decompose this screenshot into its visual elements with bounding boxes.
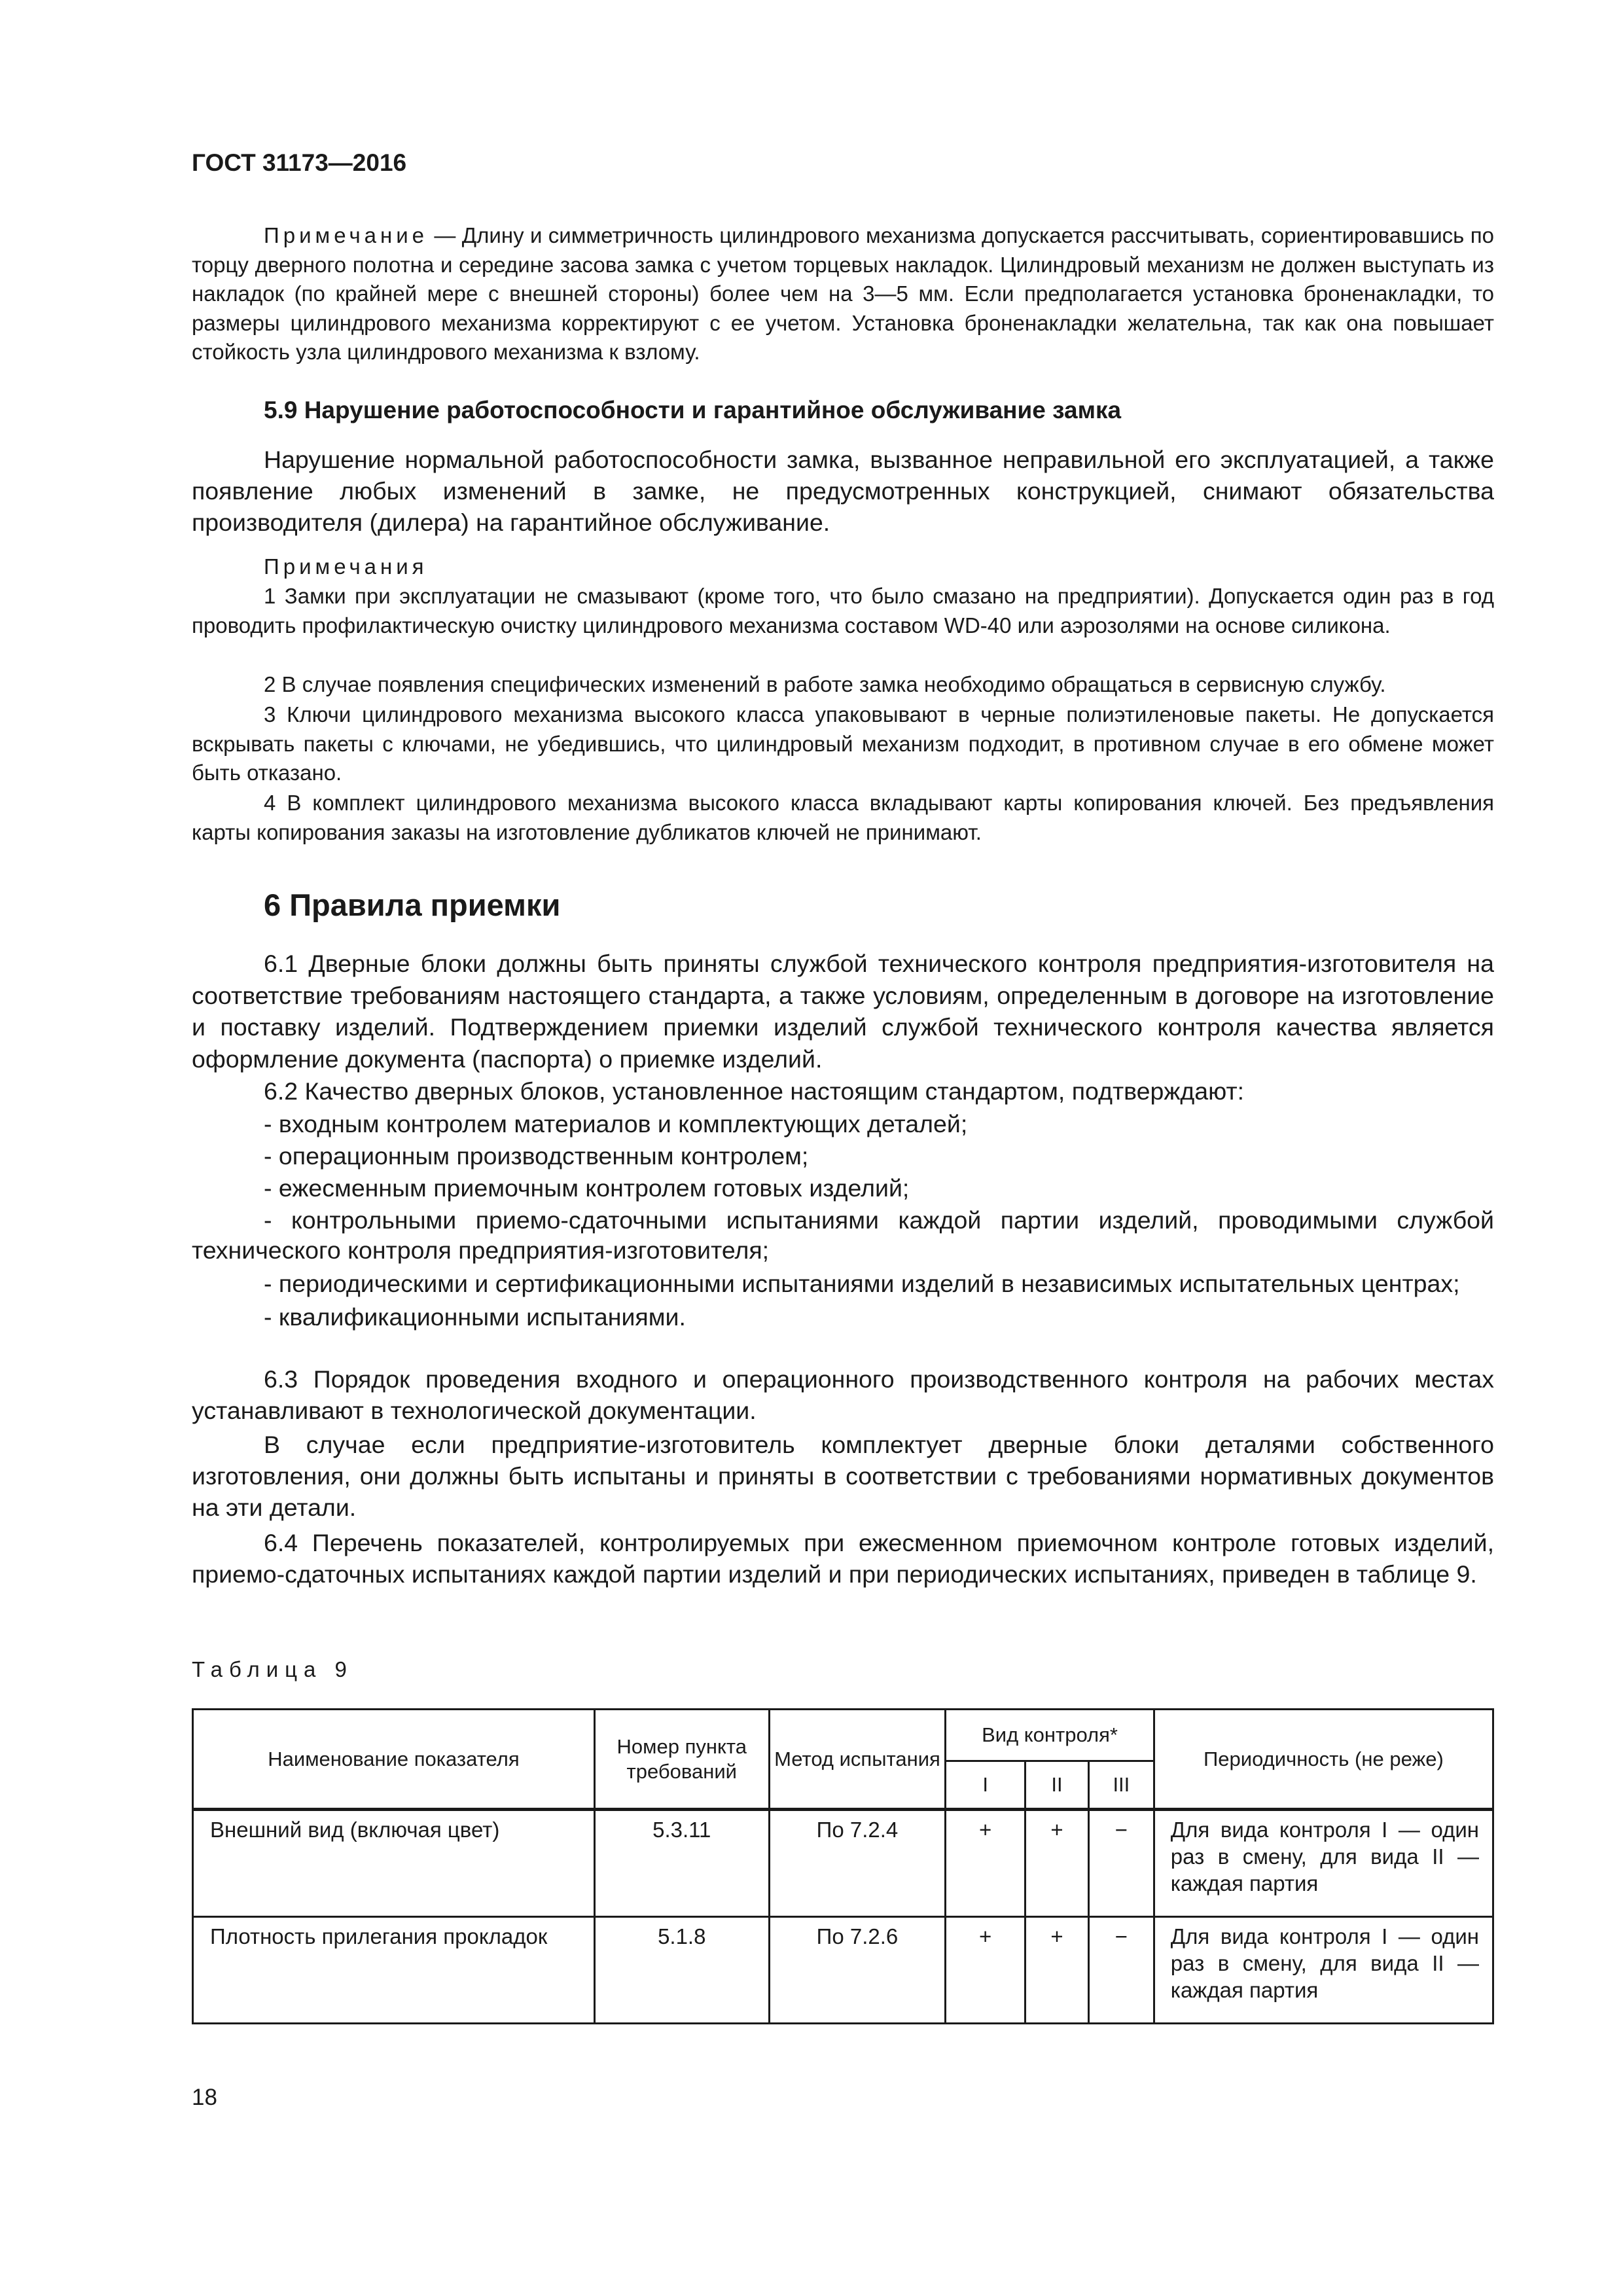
- cell-control-ii: +: [1026, 1917, 1089, 2024]
- header-control-ii: II: [1026, 1761, 1089, 1810]
- table-caption: Таблица 9: [192, 1657, 353, 1681]
- header-requirement: Номер пункта требований: [594, 1710, 769, 1810]
- list-item: - входным контролем материалов и комплектующих деталей;: [264, 1110, 968, 1138]
- cell-periodicity: Для вида контроля I — один раз в смену, для вида II — каждая партия: [1154, 1917, 1493, 2024]
- header-control-type: Вид контроля*: [946, 1710, 1154, 1761]
- paragraph-6-4: 6.4 Перечень показателей, контролируемых при ежесменном приемочном контроле готовых изделий, приемо-сдаточных испытаниях каждой партии изделий и при периодических испытаниях, приведен в таблице 9.: [192, 1529, 1494, 1588]
- page-number: 18: [192, 2085, 217, 2110]
- cell-control-i: +: [946, 1917, 1026, 2024]
- cell-control-ii: +: [1026, 1810, 1089, 1917]
- paragraph-6-1: 6.1 Дверные блоки должны быть приняты службой технического контроля предприятия-изготовителя на соответствие требованиям настоящего стандарта, а также условиям, определенным в договоре на изготовление и поставку изделий. Подтверждением приемки изделий службой технического контроля качества является оформление документа (паспорта) о приемке изделий.: [192, 950, 1494, 1073]
- section-5-9-title: 5.9 Нарушение работоспособности и гарантийное обслуживание замка: [264, 397, 1122, 423]
- note-item: 2 В случае появления специфических изменений в работе замка необходимо обращаться в сервисную службу.: [264, 672, 1386, 696]
- section-6-title: 6 Правила приемки: [264, 888, 561, 922]
- cell-requirement: 5.1.8: [594, 1917, 769, 2024]
- header-control-i: I: [946, 1761, 1026, 1810]
- list-item: - квалификационными испытаниями.: [264, 1303, 686, 1331]
- note-label: Примечание: [264, 223, 429, 247]
- paragraph-6-3: 6.3 Порядок проведения входного и операционного производственного контроля на рабочих местах устанавливают в технологической документации.: [192, 1365, 1494, 1424]
- cell-control-i: +: [946, 1810, 1026, 1917]
- table-row: [193, 1810, 1493, 1917]
- list-item: - ежесменным приемочным контролем готовых изделий;: [264, 1174, 910, 1202]
- control-list: [192, 1109, 1494, 1331]
- note-text: — Длину и симметричность цилиндрового механизма допускается рассчитывать, сориентировавшись по торцу дверного полотна и середине засова замка с учетом торцевых накладок. Цилиндровый механизм не должен выступать из накладок (по крайней мере с внешней стороны) более чем на 3—5 мм. Если предполагается установка броненакладки, то размеры цилиндрового механизма корректируют с ее учетом. Установка броненакладки желательна, так как она повышает стойкость узла цилиндрового механизма к взлому.: [192, 223, 1494, 364]
- cell-control-iii: −: [1088, 1810, 1154, 1917]
- standard-header: ГОСТ 31173—2016: [192, 149, 407, 176]
- notes-label: Примечания: [264, 554, 428, 579]
- header-method: Метод испытания: [769, 1710, 946, 1810]
- list-item: - контрольными приемо-сдаточными испытаниями каждой партии изделий, проводимыми службой технического контроля предприятия-изготовителя;: [192, 1206, 1494, 1264]
- cell-method: По 7.2.6: [769, 1917, 946, 2024]
- header-name: Наименование показателя: [193, 1710, 595, 1810]
- header-control-iii: III: [1088, 1761, 1154, 1810]
- paragraph-6-2: 6.2 Качество дверных блоков, установленное настоящим стандартом, подтверждают:: [264, 1077, 1245, 1105]
- header-periodicity: Периодичность (не реже): [1154, 1710, 1493, 1810]
- cell-method: По 7.2.4: [769, 1810, 946, 1917]
- cell-name: Внешний вид (включая цвет): [193, 1810, 595, 1917]
- cell-requirement: 5.3.11: [594, 1810, 769, 1917]
- note-item: 1 Замки при эксплуатации не смазывают (кроме того, что было смазано на предприятии). Допускается один раз в год проводить профилактическую очистку цилиндрового механизма составом WD-40 или аэрозолями на основе силикона.: [192, 584, 1494, 637]
- paragraph-6-3-b: В случае если предприятие-изготовитель комплектует дверные блоки деталями собственного изготовления, они должны быть испытаны и приняты в соответствии с требованиями нормативных документов на эти детали.: [192, 1431, 1494, 1521]
- cell-control-iii: −: [1088, 1917, 1154, 2024]
- list-item: - периодическими и сертификационными испытаниями изделий в независимых испытательных центрах;: [264, 1270, 1460, 1297]
- note-5-8: [192, 221, 1494, 367]
- note-item: 4 В комплект цилиндрового механизма высокого класса вкладывают карты копирования ключей. Без предъявления карты копирования заказы на изготовление дубликатов ключей не принимают.: [192, 791, 1494, 844]
- cell-name: Плотность прилегания прокладок: [193, 1917, 595, 2024]
- note-item: 3 Ключи цилиндрового механизма высокого класса упаковывают в черные полиэтиленовые пакеты. Не допускается вскрывать пакеты с ключами, не убедившись, что цилиндровый механизм подходит, в противном случае в его обмене может быть отказано.: [192, 702, 1494, 785]
- section-5-9-text: Нарушение нормальной работоспособности замка, вызванное неправильной его эксплуатацией, а также появление любых изменений в замке, не предусмотренных конструкцией, снимают обязательства производителя (дилера) на гарантийное обслуживание.: [192, 446, 1494, 536]
- table-row: [193, 1917, 1493, 2024]
- cell-periodicity: Для вида контроля I — один раз в смену, для вида II — каждая партия: [1154, 1810, 1493, 1917]
- list-item: - операционным производственным контролем;: [264, 1142, 809, 1170]
- table-9: [192, 1708, 1494, 2024]
